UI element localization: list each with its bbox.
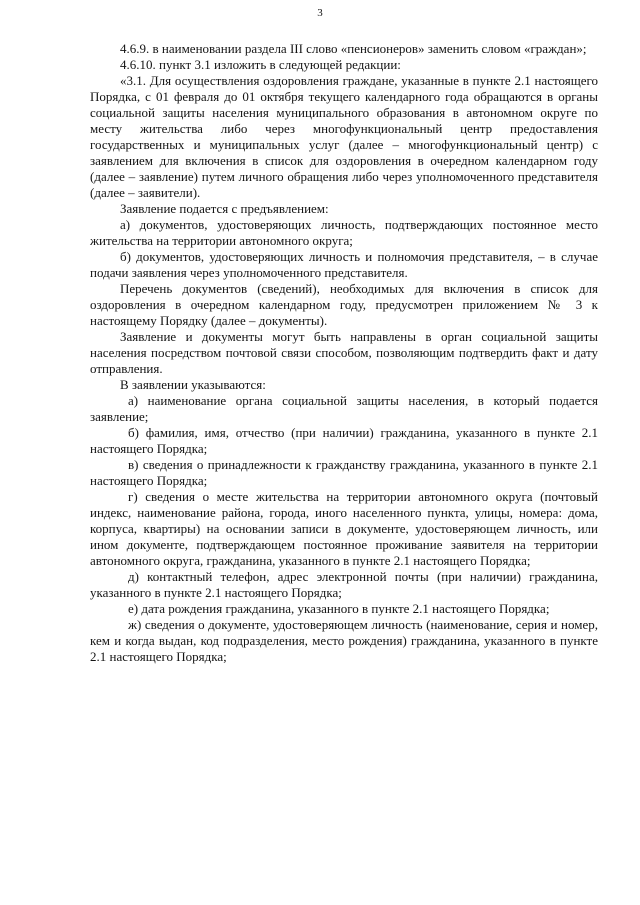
document-body [90, 41, 598, 665]
paragraph-contents-item-g: г) сведения о месте жительства на территории автономного округа (почтовый индекс, наименование района, города, иного населенного пункта, улицы, номера: дома, корпуса, квартиры) на основании записи в документе, удостоверяющем личность, или ином документе, подтверждающем постоянное проживание заявителя на территории автономного округа, гражданина, указанного в пункте 2.1 настоящего Порядка; [90, 489, 598, 568]
page-number: 3 [317, 7, 323, 19]
paragraph-postal-submission: Заявление и документы могут быть направлены в орган социальной защиты населения посредством почтовой связи способом, позволяющим подтвердить факт и дату отправления. [90, 329, 598, 376]
paragraph-4-6-10: 4.6.10. пункт 3.1 изложить в следующей редакции: [120, 57, 401, 72]
paragraph-4-6-9: 4.6.9. в наименовании раздела III слово «пенсионеров» заменить словом «граждан»; [120, 41, 587, 56]
paragraph-contents-item-a: а) наименование органа социальной защиты населения, в который подается заявление; [90, 393, 598, 424]
paragraph-submission-item-a: а) документов, удостоверяющих личность, подтверждающих постоянное место жительства на территории автономного округа; [90, 217, 598, 248]
paragraph-application-submission: Заявление подается с предъявлением: [120, 201, 329, 216]
paragraph-contents-item-d: д) контактный телефон, адрес электронной почты (при наличии) гражданина, указанного в пункте 2.1 настоящего Порядка; [90, 569, 598, 600]
paragraph-application-contents: В заявлении указываются: [120, 377, 266, 392]
paragraph-contents-item-b: б) фамилия, имя, отчество (при наличии) гражданина, указанного в пункте 2.1 настоящего Порядка; [90, 425, 598, 456]
paragraph-contents-item-zh: ж) сведения о документе, удостоверяющем личность (наименование, серия и номер, кем и когда выдан, код подразделения, место рождения) гражданина, указанного в пункте 2.1 настоящего Порядка; [90, 617, 598, 664]
paragraph-3-1: «3.1. Для осуществления оздоровления граждане, указанные в пункте 2.1 настоящего Порядка, с 01 февраля до 01 октября текущего календарного года обращаются в органы социальной защиты населения муниципального образования в автономном округе по месту жительства либо через многофункциональный центр предоставления государственных и муниципальных услуг (далее – многофункциональный центр) с заявлением для включения в список для оздоровления в очередном календарном году (далее – заявление) путем личного обращения либо через уполномоченного представителя (далее – заявители). [90, 73, 598, 200]
paragraph-documents-list: Перечень документов (сведений), необходимых для включения в список для оздоровления в очередном календарном году, предусмотрен приложением № 3 к настоящему Порядку (далее – документы). [90, 281, 598, 328]
paragraph-contents-item-v: в) сведения о принадлежности к гражданству гражданина, указанного в пункте 2.1 настоящего Порядка; [90, 457, 598, 488]
paragraph-contents-item-e: е) дата рождения гражданина, указанного в пункте 2.1 настоящего Порядка; [128, 601, 550, 616]
paragraph-submission-item-b: б) документов, удостоверяющих личность и полномочия представителя, – в случае подачи заявления через уполномоченного представителя. [90, 249, 598, 280]
